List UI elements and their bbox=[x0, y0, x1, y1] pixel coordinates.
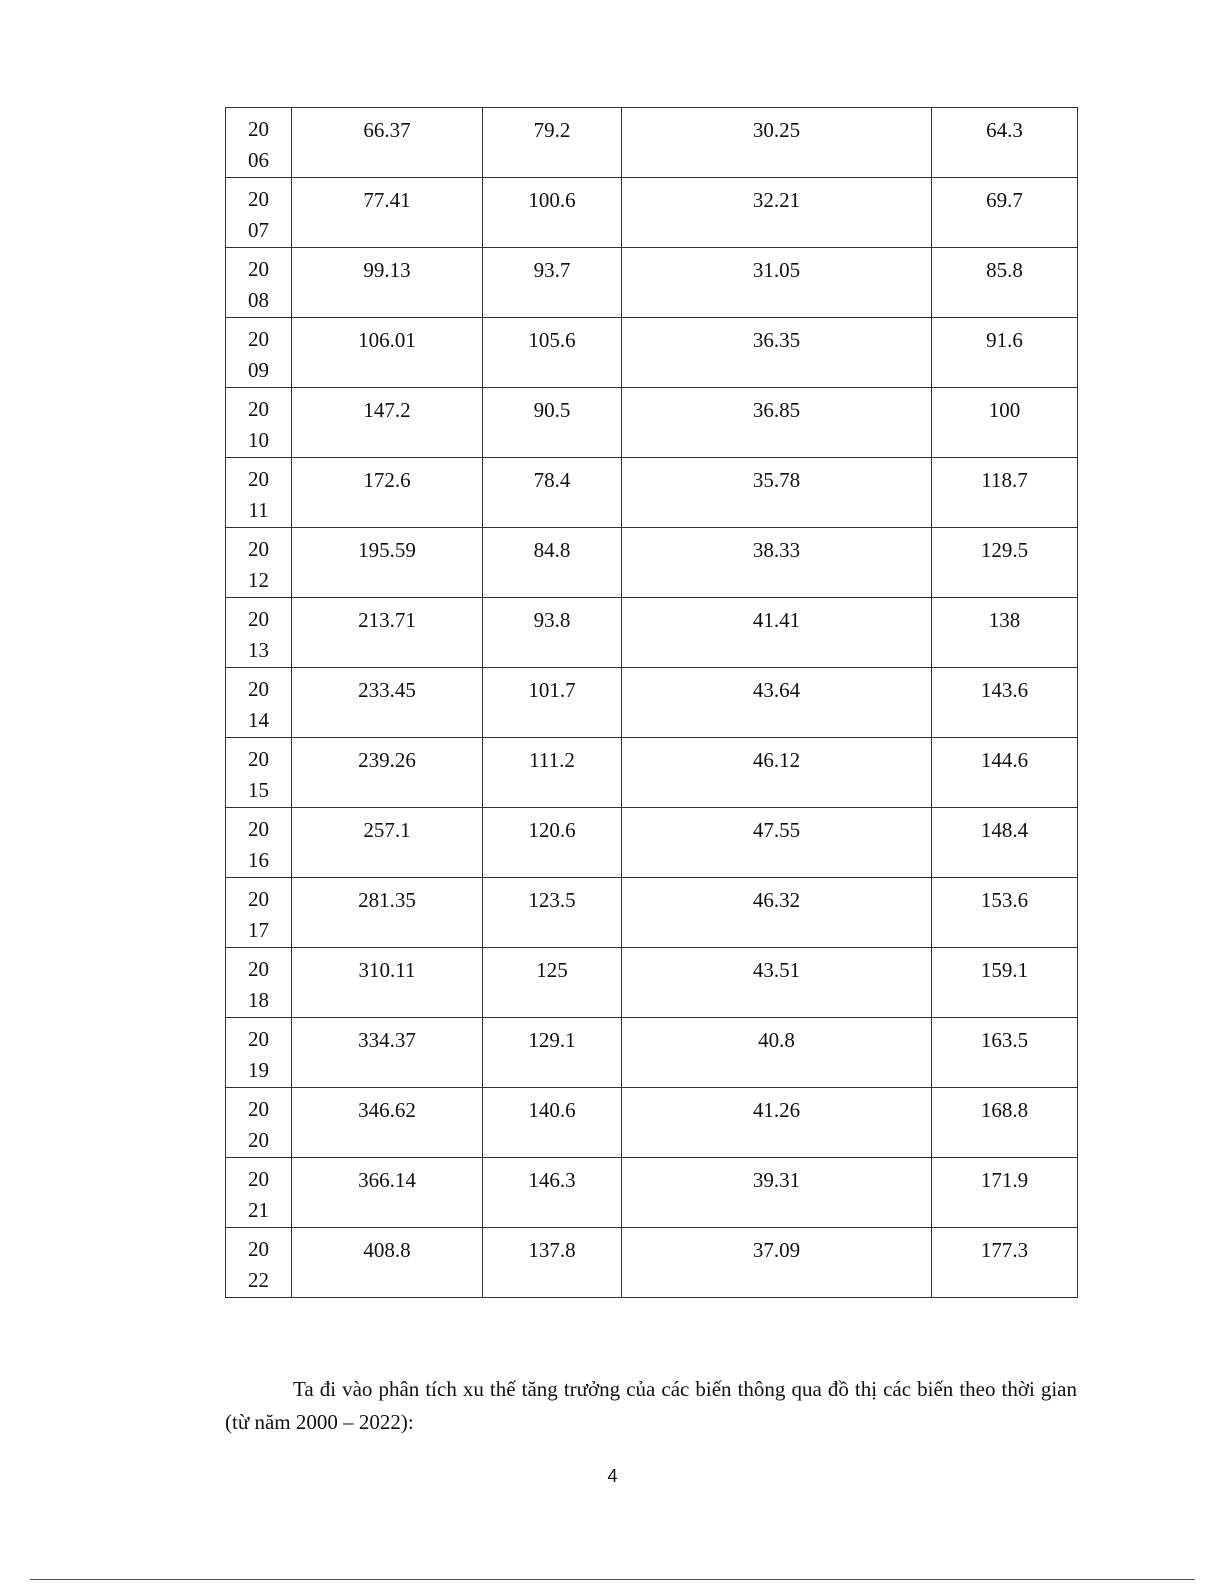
value-cell bbox=[932, 1018, 1078, 1088]
cell-value: 79.2 bbox=[533, 118, 571, 142]
cell-value: 36.85 bbox=[752, 398, 801, 422]
value-cell bbox=[483, 808, 622, 878]
cell-value: 146.3 bbox=[528, 1168, 576, 1192]
value-cell bbox=[622, 318, 932, 388]
data-table-body bbox=[226, 108, 1078, 1298]
cell-value: 153.6 bbox=[980, 888, 1029, 912]
year-cell bbox=[226, 1228, 292, 1298]
value-cell bbox=[292, 108, 483, 178]
table-row bbox=[226, 878, 1078, 948]
cell-value: 35.78 bbox=[752, 468, 801, 492]
cell-value: 105.6 bbox=[528, 328, 576, 352]
year-value: 2022 bbox=[248, 1237, 269, 1292]
cell-value: 36.35 bbox=[752, 328, 801, 352]
cell-value: 172.6 bbox=[363, 468, 411, 492]
value-cell bbox=[932, 528, 1078, 598]
value-cell bbox=[292, 318, 483, 388]
year-value: 2009 bbox=[248, 327, 269, 382]
cell-value: 148.4 bbox=[980, 818, 1029, 842]
cell-value: 39.31 bbox=[752, 1168, 801, 1192]
value-cell bbox=[292, 388, 483, 458]
cell-value: 90.5 bbox=[533, 398, 571, 422]
cell-value: 171.9 bbox=[980, 1168, 1029, 1192]
year-value: 2016 bbox=[248, 817, 269, 872]
value-cell bbox=[292, 738, 483, 808]
cell-value: 99.13 bbox=[363, 258, 411, 282]
cell-value: 69.7 bbox=[986, 188, 1023, 212]
value-cell bbox=[932, 738, 1078, 808]
value-cell bbox=[932, 388, 1078, 458]
table-row bbox=[226, 248, 1078, 318]
table-row bbox=[226, 738, 1078, 808]
value-cell bbox=[292, 1088, 483, 1158]
year-cell bbox=[226, 1088, 292, 1158]
value-cell bbox=[292, 1018, 483, 1088]
value-cell bbox=[932, 318, 1078, 388]
value-cell bbox=[622, 948, 932, 1018]
value-cell bbox=[483, 1088, 622, 1158]
cell-value: 159.1 bbox=[980, 958, 1029, 982]
cell-value: 111.2 bbox=[529, 748, 575, 772]
value-cell bbox=[292, 808, 483, 878]
table-row bbox=[226, 1228, 1078, 1298]
footer-rule bbox=[30, 1579, 1195, 1580]
cell-value: 310.11 bbox=[358, 958, 416, 982]
cell-value: 64.3 bbox=[986, 118, 1023, 142]
value-cell bbox=[622, 178, 932, 248]
cell-value: 77.41 bbox=[363, 188, 411, 212]
cell-value: 120.6 bbox=[528, 818, 576, 842]
cell-value: 366.14 bbox=[358, 1168, 416, 1192]
value-cell bbox=[622, 458, 932, 528]
value-cell bbox=[483, 388, 622, 458]
cell-value: 106.01 bbox=[358, 328, 416, 352]
year-cell bbox=[226, 878, 292, 948]
value-cell bbox=[292, 1158, 483, 1228]
year-cell bbox=[226, 458, 292, 528]
value-cell bbox=[622, 248, 932, 318]
value-cell bbox=[622, 1088, 932, 1158]
table-row bbox=[226, 948, 1078, 1018]
cell-value: 31.05 bbox=[752, 258, 801, 282]
value-cell bbox=[483, 248, 622, 318]
table-row bbox=[226, 388, 1078, 458]
cell-value: 37.09 bbox=[752, 1238, 801, 1262]
value-cell bbox=[932, 878, 1078, 948]
value-cell bbox=[622, 1158, 932, 1228]
value-cell bbox=[483, 528, 622, 598]
cell-value: 168.8 bbox=[980, 1098, 1029, 1122]
value-cell bbox=[292, 878, 483, 948]
cell-value: 137.8 bbox=[528, 1238, 576, 1262]
value-cell bbox=[483, 738, 622, 808]
year-value: 2010 bbox=[248, 397, 269, 452]
value-cell bbox=[483, 1018, 622, 1088]
value-cell bbox=[932, 178, 1078, 248]
year-cell bbox=[226, 178, 292, 248]
year-value: 2014 bbox=[248, 677, 269, 732]
cell-value: 100 bbox=[988, 398, 1021, 422]
cell-value: 147.2 bbox=[363, 398, 411, 422]
value-cell bbox=[622, 808, 932, 878]
year-cell bbox=[226, 318, 292, 388]
value-cell bbox=[622, 668, 932, 738]
value-cell bbox=[622, 1018, 932, 1088]
cell-value: 93.8 bbox=[533, 608, 571, 632]
cell-value: 91.6 bbox=[986, 328, 1023, 352]
cell-value: 118.7 bbox=[981, 468, 1028, 492]
cell-value: 43.64 bbox=[752, 678, 801, 702]
year-cell bbox=[226, 1158, 292, 1228]
year-value: 2008 bbox=[248, 257, 269, 312]
value-cell bbox=[622, 878, 932, 948]
value-cell bbox=[622, 738, 932, 808]
year-cell bbox=[226, 598, 292, 668]
value-cell bbox=[483, 668, 622, 738]
cell-value: 47.55 bbox=[752, 818, 801, 842]
value-cell bbox=[932, 108, 1078, 178]
value-cell bbox=[483, 598, 622, 668]
value-cell bbox=[292, 178, 483, 248]
cell-value: 101.7 bbox=[528, 678, 576, 702]
cell-value: 195.59 bbox=[358, 538, 416, 562]
value-cell bbox=[292, 668, 483, 738]
cell-value: 46.12 bbox=[752, 748, 801, 772]
cell-value: 38.33 bbox=[752, 538, 801, 562]
year-cell bbox=[226, 808, 292, 878]
value-cell bbox=[622, 388, 932, 458]
value-cell bbox=[292, 1228, 483, 1298]
table-row bbox=[226, 458, 1078, 528]
year-value: 2011 bbox=[248, 467, 269, 522]
cell-value: 143.6 bbox=[980, 678, 1029, 702]
value-cell bbox=[292, 598, 483, 668]
cell-value: 177.3 bbox=[980, 1238, 1029, 1262]
cell-value: 239.26 bbox=[358, 748, 416, 772]
value-cell bbox=[483, 318, 622, 388]
cell-value: 138 bbox=[988, 608, 1021, 632]
value-cell bbox=[483, 458, 622, 528]
value-cell bbox=[622, 108, 932, 178]
cell-value: 129.1 bbox=[528, 1028, 576, 1052]
year-value: 2020 bbox=[248, 1097, 269, 1152]
cell-value: 43.51 bbox=[752, 958, 801, 982]
table-row bbox=[226, 668, 1078, 738]
value-cell bbox=[932, 1228, 1078, 1298]
year-value: 2012 bbox=[248, 537, 269, 592]
year-cell bbox=[226, 248, 292, 318]
cell-value: 213.71 bbox=[358, 608, 416, 632]
table-row bbox=[226, 1018, 1078, 1088]
value-cell bbox=[622, 528, 932, 598]
value-cell bbox=[483, 948, 622, 1018]
year-cell bbox=[226, 948, 292, 1018]
year-value: 2015 bbox=[248, 747, 269, 802]
cell-value: 40.8 bbox=[758, 1028, 795, 1052]
cell-value: 78.4 bbox=[533, 468, 571, 492]
value-cell bbox=[483, 1158, 622, 1228]
cell-value: 257.1 bbox=[363, 818, 411, 842]
cell-value: 123.5 bbox=[528, 888, 576, 912]
value-cell bbox=[483, 878, 622, 948]
value-cell bbox=[483, 108, 622, 178]
value-cell bbox=[932, 458, 1078, 528]
year-cell bbox=[226, 388, 292, 458]
table-row bbox=[226, 1088, 1078, 1158]
table-row bbox=[226, 528, 1078, 598]
cell-value: 84.8 bbox=[533, 538, 571, 562]
value-cell bbox=[292, 458, 483, 528]
table-row bbox=[226, 1158, 1078, 1228]
cell-value: 30.25 bbox=[752, 118, 801, 142]
cell-value: 408.8 bbox=[363, 1238, 411, 1262]
year-value: 2018 bbox=[248, 957, 269, 1012]
cell-value: 144.6 bbox=[980, 748, 1029, 772]
table-row bbox=[226, 598, 1078, 668]
year-value: 2013 bbox=[248, 607, 269, 662]
year-cell bbox=[226, 668, 292, 738]
value-cell bbox=[932, 948, 1078, 1018]
value-cell bbox=[932, 1088, 1078, 1158]
cell-value: 41.41 bbox=[752, 608, 801, 632]
cell-value: 93.7 bbox=[533, 258, 571, 282]
cell-value: 281.35 bbox=[358, 888, 416, 912]
value-cell bbox=[932, 598, 1078, 668]
value-cell bbox=[932, 248, 1078, 318]
value-cell bbox=[483, 178, 622, 248]
cell-value: 32.21 bbox=[752, 188, 801, 212]
body-paragraph: Ta đi vào phân tích xu thế tăng trưởng của các biến thông qua đồ thị các biến theo thời gian (từ năm 2000 – 2022): bbox=[225, 1377, 1077, 1434]
year-value: 2019 bbox=[248, 1027, 269, 1082]
cell-value: 46.32 bbox=[752, 888, 801, 912]
value-cell bbox=[292, 948, 483, 1018]
cell-value: 85.8 bbox=[986, 258, 1023, 282]
value-cell bbox=[483, 1228, 622, 1298]
data-table bbox=[225, 107, 1078, 1298]
cell-value: 129.5 bbox=[980, 538, 1029, 562]
year-cell bbox=[226, 108, 292, 178]
value-cell bbox=[932, 1158, 1078, 1228]
value-cell bbox=[932, 808, 1078, 878]
cell-value: 125 bbox=[536, 958, 568, 982]
year-cell bbox=[226, 738, 292, 808]
cell-value: 346.62 bbox=[358, 1098, 416, 1122]
value-cell bbox=[292, 528, 483, 598]
year-value: 2006 bbox=[248, 117, 269, 172]
page-number: 4 bbox=[607, 1466, 618, 1486]
year-value: 2021 bbox=[248, 1167, 269, 1222]
value-cell bbox=[292, 248, 483, 318]
value-cell bbox=[622, 598, 932, 668]
table-row bbox=[226, 178, 1078, 248]
cell-value: 41.26 bbox=[752, 1098, 801, 1122]
value-cell bbox=[932, 668, 1078, 738]
table-row bbox=[226, 318, 1078, 388]
cell-value: 233.45 bbox=[358, 678, 416, 702]
year-value: 2007 bbox=[248, 187, 269, 242]
year-cell bbox=[226, 528, 292, 598]
table-row bbox=[226, 108, 1078, 178]
cell-value: 163.5 bbox=[980, 1028, 1029, 1052]
year-value: 2017 bbox=[248, 887, 269, 942]
value-cell bbox=[622, 1228, 932, 1298]
year-cell bbox=[226, 1018, 292, 1088]
cell-value: 100.6 bbox=[528, 188, 576, 212]
cell-value: 140.6 bbox=[528, 1098, 576, 1122]
table-row bbox=[226, 808, 1078, 878]
cell-value: 66.37 bbox=[363, 118, 411, 142]
cell-value: 334.37 bbox=[358, 1028, 416, 1052]
